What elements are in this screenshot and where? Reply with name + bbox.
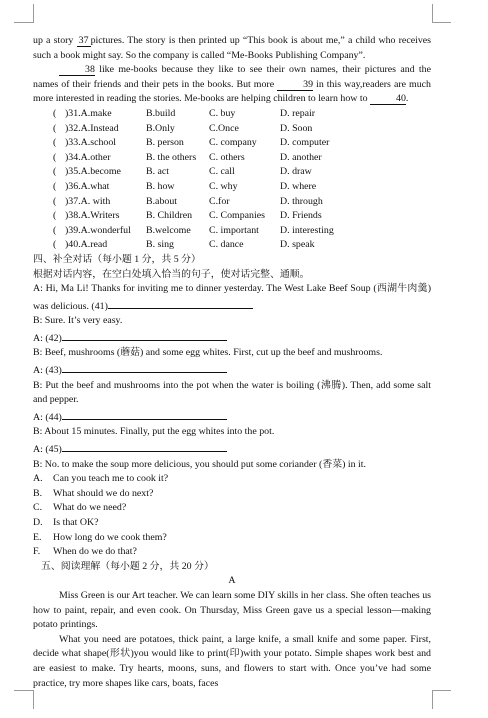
text-run: like me-books because they like to see their own names, their pictures and the names of their friends and their pets in the books. But more <box>33 64 431 90</box>
answer-line-42[interactable] <box>62 329 227 341</box>
dialogue-line-a1 <box>33 282 431 314</box>
answer-paren[interactable]: ( <box>53 137 57 149</box>
option-text: Can you teach me to cook it? <box>53 473 169 485</box>
dialogue-line-b3: B: Put the beef and mushrooms into the pot when the water is boiling (沸腾). Then, add some salt and pepper. <box>33 379 431 406</box>
answer-line-43[interactable] <box>62 361 227 373</box>
option-d: D. Soon <box>280 122 313 134</box>
option-a: )31.A.make <box>65 107 112 119</box>
choice-row <box>53 224 431 239</box>
option-item <box>33 501 431 516</box>
choice-row <box>53 165 431 180</box>
text-run: . <box>405 93 409 105</box>
option-c: C. dance <box>209 239 244 251</box>
crop-mark-top-left-v <box>33 4 34 23</box>
dialogue <box>33 282 431 472</box>
option-key: C. <box>33 502 43 514</box>
choice-row <box>53 209 431 224</box>
option-item <box>33 472 431 487</box>
option-text: What should we do next? <box>53 487 154 499</box>
blank-40[interactable]: 40 <box>370 93 406 105</box>
crop-mark-bottom-left-v <box>33 690 34 709</box>
speaker-a-text: A: (45) <box>33 444 62 456</box>
option-text: What do we need? <box>53 502 127 514</box>
option-b: B.welcome <box>146 224 191 236</box>
option-d: D. draw <box>280 166 312 178</box>
blank-37[interactable]: 37 <box>77 35 91 47</box>
dialogue-line-b1: B: Sure. It’s very easy. <box>33 315 123 327</box>
option-c: C.Once <box>209 122 239 134</box>
option-b: B. how <box>146 180 175 192</box>
choice-list <box>53 107 431 253</box>
passage-paragraph-1: Miss Green is our Art teacher. We can learn some DIY skills in her class. She often teaches us how to paint, repair, and even cook. On Thursday, Miss Green gave us a special lesson—making potato printings. <box>33 589 431 631</box>
option-key: A. <box>33 473 43 485</box>
answer-paren[interactable]: ( <box>53 122 57 134</box>
crop-mark-bottom-right-v <box>432 690 433 709</box>
option-b: B.build <box>146 107 176 119</box>
option-d: D. speak <box>280 239 315 251</box>
option-c: C. why <box>209 180 238 192</box>
option-c: C. company <box>209 137 257 149</box>
option-key: D. <box>33 517 43 528</box>
dialogue-line-b2: B: Beef, mushrooms (蘑菇) and some egg whites. First, cut up the beef and mushrooms. <box>33 347 383 359</box>
option-b: B.Only <box>146 122 175 134</box>
option-d: D. another <box>280 151 322 163</box>
option-text: When do we do that? <box>53 546 137 558</box>
answer-paren[interactable]: ( <box>53 180 57 192</box>
option-d: D. Friends <box>280 210 322 222</box>
crop-mark-top-left-h <box>14 22 33 23</box>
crop-mark-bottom-right-h <box>432 690 451 691</box>
dialogue-line-a4 <box>33 408 431 426</box>
section-4-instruction: 根据对话内容，在空白处填入恰当的句子，使对话完整、通顺。 <box>33 268 310 280</box>
text-run: up a story <box>33 35 77 46</box>
dialogue-line-a5 <box>33 440 431 458</box>
crop-mark-bottom-left-h <box>14 690 33 691</box>
choice-row <box>53 195 431 210</box>
option-text: Is that OK? <box>53 517 99 528</box>
option-d: D. repair <box>280 107 316 119</box>
option-item <box>33 531 431 546</box>
choice-row <box>53 136 431 151</box>
answer-paren[interactable]: ( <box>53 151 57 163</box>
option-c: C. others <box>209 151 245 163</box>
answer-paren[interactable]: ( <box>53 239 57 251</box>
answer-paren[interactable]: ( <box>53 195 57 207</box>
answer-paren[interactable]: ( <box>53 224 57 236</box>
speaker-a-text: A: (42) <box>33 332 62 344</box>
dialogue-options <box>33 472 431 560</box>
choice-row <box>53 151 431 166</box>
option-a: )32.A.Instead <box>65 122 119 134</box>
option-a: )37.A. with <box>65 195 111 207</box>
crop-mark-top-right-h <box>432 22 451 23</box>
choice-row <box>53 238 431 253</box>
option-d: D. interesting <box>280 224 334 236</box>
option-item <box>33 516 431 531</box>
blank-39[interactable]: 39 <box>277 79 313 91</box>
section-5-heading: 五、阅读理解（每小题 2 分，共 20 分） <box>41 560 214 572</box>
dialogue-line-a2 <box>33 329 431 347</box>
dialogue-line-b5: B: No. to make the soup more delicious, you should put some coriander (香菜) in it. <box>33 458 366 470</box>
option-key: E. <box>33 531 42 543</box>
option-c: C. buy <box>209 107 236 119</box>
dialogue-line-b4: B: About 15 minutes. Finally, put the egg whites into the pot. <box>33 426 275 438</box>
option-a: )40.A.read <box>65 239 108 251</box>
option-a: )35.A.become <box>65 166 121 178</box>
text-run: pictures. The story is then printed up “This book is about me,” a child who receives such a book might say. So the company is called “Me-Books Publishing Company”. <box>33 35 431 61</box>
passage-paragraph-2: What you need are potatoes, thick paint, a large knife, a small knife and some paper. First, decide what shape(形状)you would like to print(印)with your potato. Simple shapes work best and are easiest to make. Try hearts, moons, suns, and flowers to start with. Once you’ve had some practice, try more shapes like cars, boats, faces <box>33 633 431 689</box>
option-b: B. act <box>146 166 170 178</box>
choice-row <box>53 122 431 137</box>
choice-row <box>53 180 431 195</box>
cloze-paragraph-1 <box>33 34 431 63</box>
choice-row <box>53 107 431 122</box>
answer-paren[interactable]: ( <box>53 166 57 178</box>
dialogue-line-a3 <box>33 361 431 379</box>
option-key: B. <box>33 487 43 499</box>
option-a: )34.A.other <box>65 151 111 163</box>
option-item <box>33 545 431 560</box>
speaker-a-text: A: (44) <box>33 411 62 423</box>
option-item <box>33 487 431 502</box>
option-b: B. the others <box>146 151 197 163</box>
option-d: D. through <box>280 195 323 207</box>
answer-paren[interactable]: ( <box>53 210 57 222</box>
blank-38[interactable]: 38 <box>59 64 95 76</box>
option-a: )33.A.school <box>65 137 117 149</box>
option-d: D. computer <box>280 137 330 149</box>
crop-mark-top-right-v <box>432 4 433 23</box>
option-c: C. Companies <box>209 210 265 222</box>
option-a: )36.A.what <box>65 180 110 192</box>
option-text: How long do we cook them? <box>53 531 167 543</box>
option-key: F. <box>33 546 41 558</box>
speaker-a-text: A: (43) <box>33 365 62 377</box>
option-b: B. sing <box>146 239 174 251</box>
option-b: B. Children <box>146 210 193 222</box>
option-c: C. important <box>209 224 259 236</box>
option-b: B. person <box>146 137 184 149</box>
option-d: D. where <box>280 180 317 192</box>
speaker-a-text: A: Hi, Ma Li! Thanks for inviting me to dinner yesterday. The West Lake Beef Soup (西湖牛肉羹) was delicious. (41) <box>33 283 431 312</box>
answer-paren[interactable]: ( <box>53 107 57 119</box>
answer-line-44[interactable] <box>62 408 227 420</box>
option-a: )38.A.Writers <box>65 210 120 222</box>
section-4-heading: 四、补全对话（每小题 1 分，共 5 分） <box>33 253 201 265</box>
passage-label: A <box>228 575 236 587</box>
exam-page <box>33 34 431 691</box>
option-b: B.about <box>146 195 177 207</box>
answer-line-45[interactable] <box>62 440 227 452</box>
option-c: C.for <box>209 195 230 207</box>
option-a: )39.A.wonderful <box>65 224 131 236</box>
text-run: in this way,readers are much more interested in reading the stories. Me-books are helping children to learn how to <box>33 78 431 105</box>
option-c: C. call <box>209 166 235 178</box>
cloze-paragraph-2 <box>33 63 431 107</box>
answer-line-41[interactable] <box>108 297 253 309</box>
